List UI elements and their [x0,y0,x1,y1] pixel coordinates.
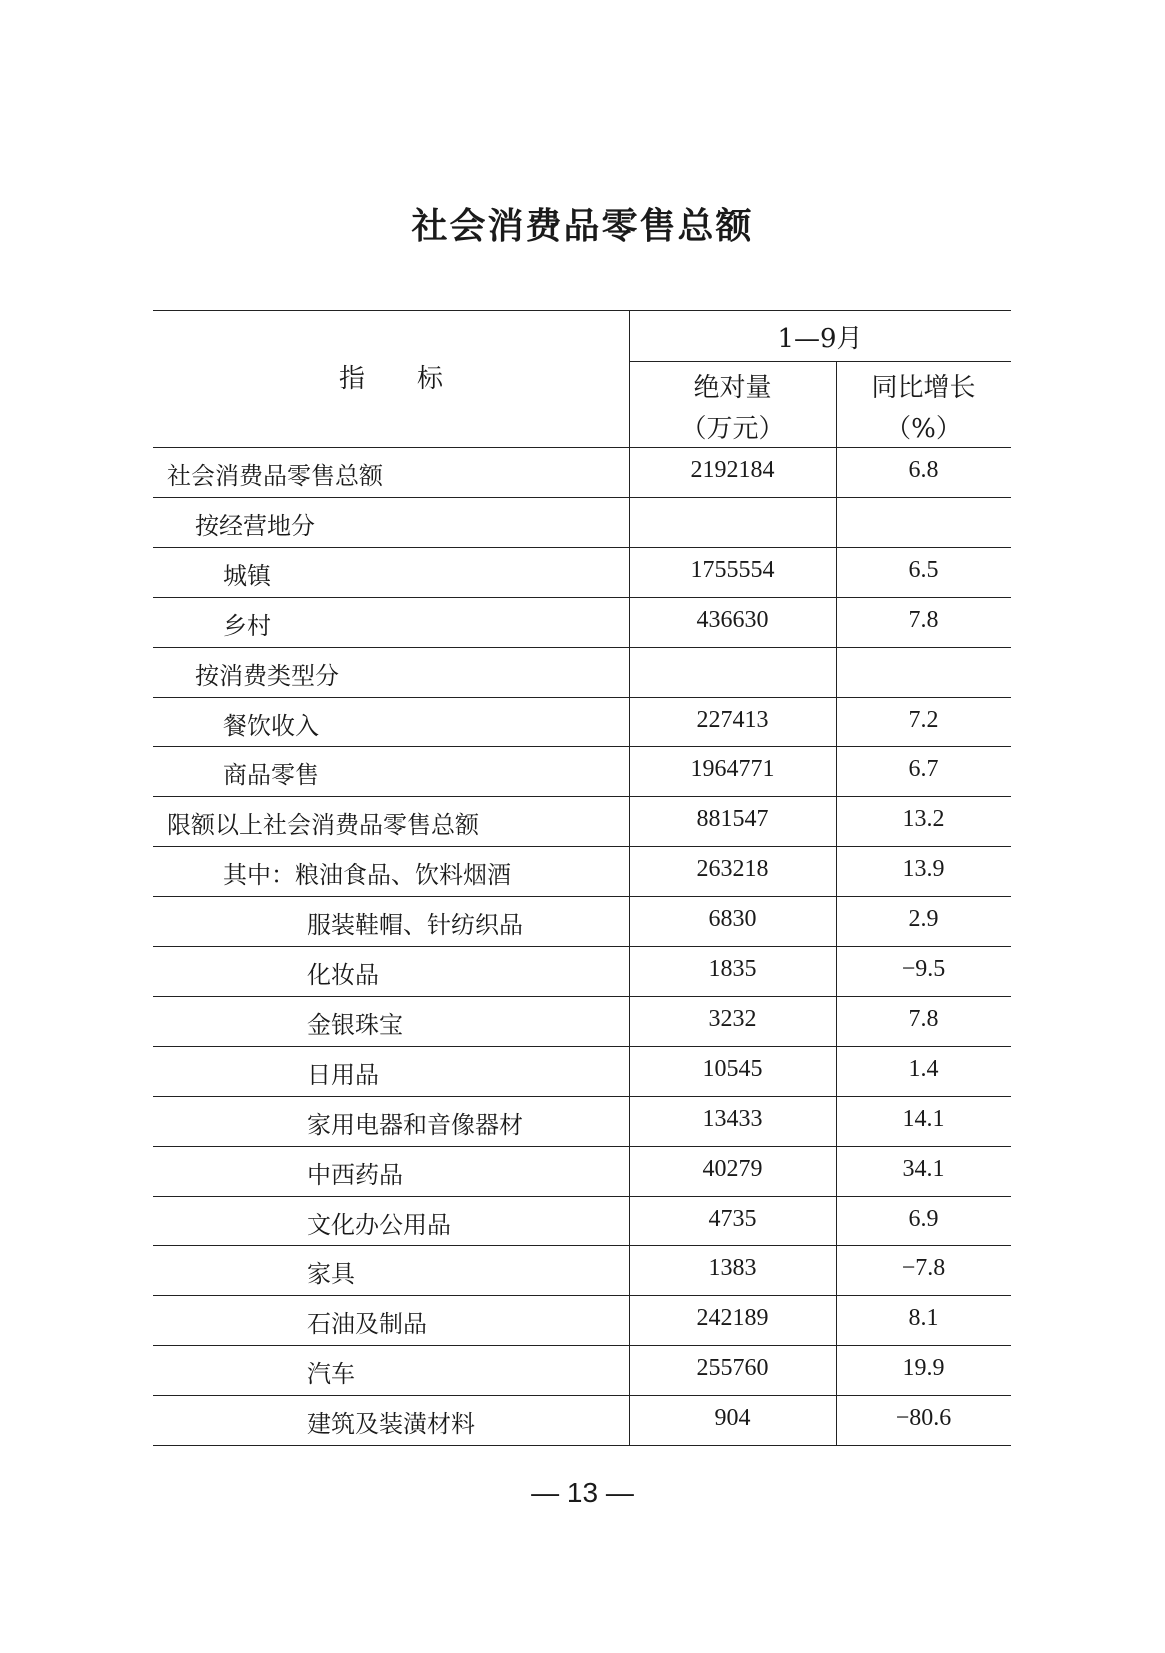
row-growth-value: −9.5 [901,956,946,982]
growth-header: 同比增长 [871,373,976,403]
row-growth-value: 8.1 [908,1305,939,1332]
header-bottom-rule [153,447,1011,448]
row-rule [153,1445,1011,1446]
row-growth-value: 13.2 [902,806,945,833]
row-rule [153,1395,1011,1396]
row-label: 建筑及装潢材料 [307,1410,475,1439]
row-absolute-value: 436630 [696,606,769,633]
row-absolute-value: 2192184 [690,457,775,483]
row-absolute-value: 1835 [708,956,757,982]
row-rule [153,1046,1011,1047]
row-rule [153,647,1011,648]
row-absolute-value: 255760 [696,1355,769,1382]
row-label: 按经营地分 [195,511,315,540]
row-label: 汽车 [307,1360,355,1389]
row-absolute-value: 4735 [708,1205,757,1232]
row-growth-value: −80.6 [895,1405,952,1432]
row-label: 金银珠宝 [307,1010,403,1039]
row-growth-value: 2.9 [908,906,939,933]
row-growth-value: 6.7 [908,756,939,783]
row-rule [153,796,1011,797]
row-absolute-value: 881547 [696,806,769,833]
row-rule [153,1245,1011,1246]
row-growth-value: 6.9 [908,1205,939,1232]
absolute-header: 绝对量 [693,373,772,403]
row-absolute-value: 904 [714,1405,751,1432]
row-growth-value: 7.8 [908,606,939,633]
row-label: 化妆品 [307,961,379,989]
row-label: 乡村 [223,611,271,640]
row-label: 限额以上社会消费品零售总额 [167,811,479,840]
row-label: 文化办公用品 [307,1210,451,1239]
growth-unit-header: （%） [885,414,962,444]
row-rule [153,547,1011,548]
row-growth-value: 19.9 [902,1355,945,1382]
row-rule [153,1196,1011,1197]
column-divider-2 [836,361,837,1445]
row-label: 按消费类型分 [195,661,339,690]
row-growth-value: −7.8 [901,1255,946,1282]
page-title: 社会消费品零售总额 [411,206,754,247]
row-label: 城镇 [223,561,271,590]
row-rule [153,1096,1011,1097]
row-rule [153,996,1011,997]
row-label: 石油及制品 [307,1310,427,1339]
row-absolute-value: 6830 [708,906,757,933]
indicator-header: 指 标 [338,364,443,394]
row-label: 其中：粮油食品、饮料烟酒 [223,861,511,890]
row-rule [153,597,1011,598]
row-growth-value: 1.4 [908,1055,939,1082]
row-rule [153,1345,1011,1346]
row-absolute-value: 40279 [702,1155,763,1182]
table-top-rule [153,310,1011,311]
row-absolute-value: 1383 [708,1255,757,1282]
row-label: 家具 [307,1260,355,1289]
row-label: 商品零售 [223,761,319,790]
row-growth-value: 7.8 [908,1005,939,1032]
row-label: 中西药品 [307,1160,403,1189]
row-label: 服装鞋帽、针纺织品 [307,911,523,940]
row-absolute-value: 3232 [708,1005,757,1032]
row-label: 家用电器和音像器材 [307,1110,523,1139]
row-label: 社会消费品零售总额 [167,462,383,490]
absolute-unit-header: （万元） [680,414,785,444]
row-growth-value: 6.8 [908,457,939,483]
row-label: 日用品 [307,1060,379,1089]
row-absolute-value: 242189 [696,1305,769,1332]
row-rule [153,896,1011,897]
row-absolute-value: 10545 [702,1055,763,1082]
page-number: — 13 — [531,1477,634,1508]
row-rule [153,1146,1011,1147]
row-rule [153,946,1011,947]
row-growth-value: 34.1 [902,1155,945,1182]
row-growth-value: 6.5 [908,556,939,583]
row-absolute-value: 227413 [696,706,769,733]
row-rule [153,497,1011,498]
row-growth-value: 7.2 [908,706,939,733]
row-label: 餐饮收入 [223,711,319,740]
row-growth-value: 14.1 [902,1105,945,1132]
row-absolute-value: 13433 [702,1105,763,1132]
row-absolute-value: 1964771 [690,756,775,783]
row-rule [153,697,1011,698]
header-period-rule [629,361,1011,362]
row-rule [153,846,1011,847]
row-growth-value: 13.9 [902,856,945,883]
row-rule [153,746,1011,747]
period-header: 1—9月 [777,324,863,354]
row-absolute-value: 263218 [696,856,769,883]
row-absolute-value: 1755554 [690,556,775,583]
row-rule [153,1295,1011,1296]
